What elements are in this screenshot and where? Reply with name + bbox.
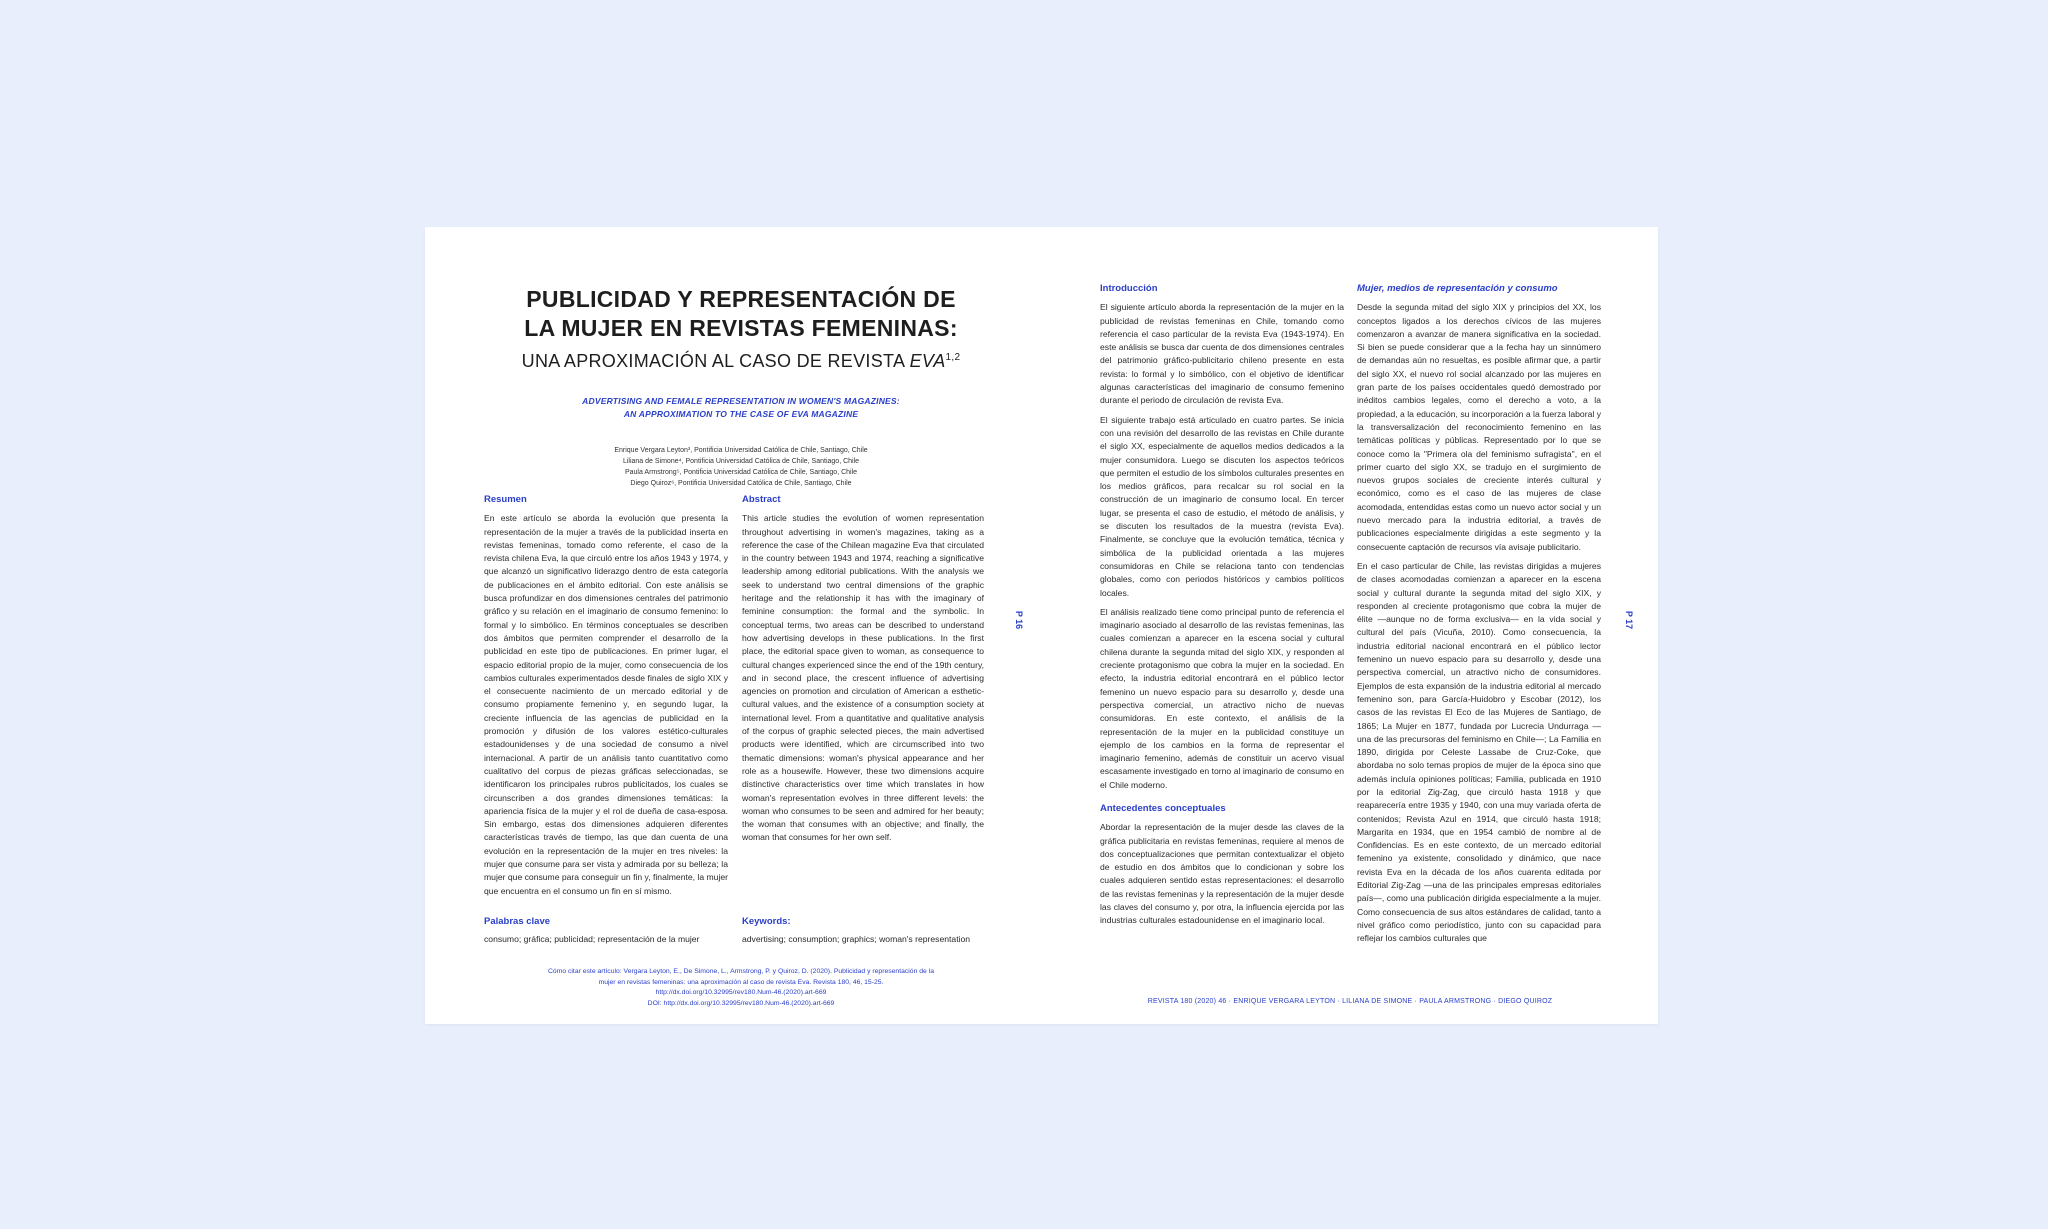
citation-line-1: Cómo citar este artículo: Vergara Leyton, E., De Simone, L., Armstrong, P. y Quiroz, D. (2020). Publicidad y representación de la bbox=[548, 968, 934, 975]
keywords bbox=[742, 915, 984, 946]
intro-paragraph-1: El siguiente artículo aborda la representación de la mujer en la publicidad de revistas femeninas en Chile, tomando como referencia el caso particular de la revista Eva (1943-1974). En este análisis se busca dar cuenta de dos dimensiones centrales del patrimonio gráfico-publicitario chileno presente en esta revista: lo formal y lo simbólico, con el objetivo de identificar algunas características del imaginario de consumo femenino durante el periodo de circulación de revista Eva. bbox=[1100, 302, 1344, 406]
mujer-paragraph-2: En el caso particular de Chile, las revistas dirigidas a mujeres de clases acomodadas comienzan a aparecer en la escena social y cultural durante la segunda mitad del siglo XIX, y responden al creciente protagonismo que cobra la mujer de élite —aunque no de forma exclusiva— en la vida social y cultural del país (Vicuña, 2010). Como consecuencia, la industria editorial nacional encontrará en el público lector femenino un nuevo espacio para su desarrollo y, desde una perspectiva comercial, un atractivo nicho de consumidores. Ejemplos de esta expansión de la industria editorial al mercado femenino son, para García-Huidobro y Escobar (2012), los casos de las revistas El Eco de las Mujeres de Santiago, de 1865; La Mujer en 1877, fundada por Lucrecia Undurraga —una de las precursoras del feminismo en Chile—; La Familia en 1890, dirigida por Celeste Lassabe de Cruz-Coke, que abordaba no solo temas propios de mujer de la época sino que además incluía opiniones políticas; Familia, publicada en 1910 por la editorial Zig-Zag, que circuló hasta 1918 y que reaparecería entre 1935 y 1940, con una muy variada oferta de contenidos; Revista Azul en 1914, que circuló hasta 1918; Margarita en 1934, que en 1954 cambió de nombre al de Confidencias. Es en este contexto, de un mercado editorial femenino ya existente, consolidado y dinámico, que nace revista Eva en la década de los años cuarenta editada por Editorial Zig-Zag —una de las principales empresas editoriales país—, como una publicación dirigida especialmente a la mujer. Como consecuencia de sus altos estándares de calidad, tanto a nivel gráfico como periodístico, junto con su capacidad para reflejar los cambios culturales que bbox=[1357, 560, 1601, 944]
abstract-text: This article studies the evolution of women representation throughout advertising in women's magazines, taking as a reference the case of the Chilean magazine Eva that circulated in the country between 1943 and 1974, reaching a significative leadership among editorial publications. With the analysis we seek to understand two central dimensions of the graphic heritage and the relationship it has with the imaginary of feminine consumption: the formal and the symbolic. In conceptual terms, two areas can be described to understand how advertising develops in these publications. In the first place, the editorial space given to woman, as consequence to cultural changes experienced since the end of the 19th century, and in second place, the crescent influence of advertising agencies on promotion and circulation of American a esthetic-cultural values, and the existence of a consumption society at international level. From a quantitative and qualitative analysis of the corpus of graphic selected pieces, the main advertised products were identified, which are circumscribed into two thematic dimensions: woman's physical appearance and her role as a housewife. However, these two dimensions acquire distinctive characteristics over time which translates in how woman's representation evolves in three different levels: the woman who consumes to be seen and admired for her beauty; the woman that consumes with an objective; and finally, the woman that consumes for her own self. bbox=[742, 513, 984, 843]
left-page bbox=[425, 227, 1041, 1024]
resumen-column bbox=[484, 493, 728, 904]
abstract-column bbox=[742, 493, 984, 851]
running-footer: REVISTA 180 (2020) 46 · ENRIQUE VERGARA LEYTON · LILIANA DE SIMONE · PAULA ARMSTRONG · DIEGO QUIROZ bbox=[1147, 998, 1553, 1005]
article-title-block bbox=[481, 285, 1001, 489]
abstract-heading: Abstract bbox=[742, 494, 781, 505]
english-title-line-1: ADVERTISING AND FEMALE REPRESENTATION IN WOMEN'S MAGAZINES: bbox=[582, 396, 900, 406]
citation bbox=[481, 967, 1001, 1009]
right-column-2 bbox=[1357, 282, 1601, 952]
palabras-clave bbox=[484, 915, 728, 946]
title-line-2: LA MUJER EN REVISTAS FEMENINAS: bbox=[524, 315, 958, 341]
palabras-text: consumo; gráfica; publicidad; representación de la mujer bbox=[484, 934, 700, 944]
magazine-spread bbox=[425, 227, 1658, 1024]
resumen-text: En este artículo se aborda la evolución que presenta la representación de la mujer a través de la publicidad inserta en revistas femeninas, tomado como referente, el caso de la revista chilena Eva, la que circuló entre los años 1943 y 1974, y que alcanzó un significativo liderazgo dentro de esta categoría de publicaciones en el ámbito editorial. Con este análisis se busca profundizar en dos dimensiones centrales del patrimonio gráfico y su relación en el imaginario de consumo femenino: lo formal y lo simbólico. En términos conceptuales se describen dos ámbitos que permiten comprender el desarrollo de la publicidad en este tipo de publicaciones. En primer lugar, el espacio editorial propio de la mujer, como consecuencia de los cambios culturales experimentados desde finales de siglo XIX y el consecuente nacimiento de un mercado editorial y de consumo propiamente femenino y, en segundo lugar, la creciente influencia de las agencias de publicidad en la promoción y difusión de los valores estético-culturales estadounidenses y de una sociedad de consumo a nivel internacional. A partir de un análisis tanto cuantitativo como cualitativo del corpus de piezas gráficas seleccionadas, se identificaron los principales rubros publicitados, los cuales se circunscriben a dos grandes dimensiones temáticas: la apariencia física de la mujer y el rol de dueña de casa-esposa. Sin embargo, estas dos dimensiones adquieren diferentes características través de tiempo, las que dan cuenta de una evolución en la representación de la mujer en tres niveles: la mujer que consume para ser vista y admirada por su belleza; la mujer que consume para conseguir un fin y, finalmente, la mujer que encuentra en el consumo un fin en sí mismo. bbox=[484, 513, 728, 896]
palabras-heading: Palabras clave bbox=[484, 916, 551, 927]
english-title bbox=[481, 395, 1001, 421]
antecedentes-paragraph: Abordar la representación de la mujer desde las claves de la gráfica publicitaria en revistas femeninas, requiere al menos de dos conceptualizaciones que permitan contextualizar el objeto de estudio en dos ámbitos que lo condicionan y sobre los cuales adquieren sentido estas representaciones: el desarrollo de las revistas femeninas y la representación de la mujer desde las claves del consumo y, por otra, la influencia ejercida por las industrias culturales estadounidense en el imaginario local. bbox=[1100, 822, 1344, 926]
resumen-heading: Resumen bbox=[484, 494, 527, 505]
english-title-line-2: AN APPROXIMATION TO THE CASE OF EVA MAGAZINE bbox=[623, 409, 859, 419]
intro-paragraph-3: El análisis realizado tiene como principal punto de referencia el imaginario asociado al desarrollo de las revistas femeninas, las cuales comienzan a aparecer en la escena social y cultural chilena durante la segunda mitad del siglo XIX, y responden al creciente protagonismo que cobra la mujer en la sociedad. En efecto, la industria editorial encontrará en el público lector femenino un nuevo espacio para su desarrollo y, desde una perspectiva comercial, un atractivo nicho de nuevas consumidoras. En este contexto, el análisis de la representación de la mujer en la publicidad constituye un ejemplo de los cambios en la forma de representar el imaginario femenino, además de constituir un acervo visual escasamente investigado en torno al imaginario de consumo en el Chile moderno. bbox=[1100, 606, 1344, 790]
keywords-text: advertising; consumption; graphics; woman's representation bbox=[742, 934, 971, 944]
intro-heading: Introducción bbox=[1100, 283, 1158, 294]
intro-paragraph-2: El siguiente trabajo está articulado en cuatro partes. Se inicia con una revisión del desarrollo de las revistas en Chile durante el siglo XX, especialmente de aquellos medios dedicados a la mujer consumidora. Luego se discuten los aspectos teóricos que permiten el estudio de los símbolos culturales presentes en los medios gráficos, para recalcar su rol social en la construcción de un imaginario de consumo local. En tercer lugar, se presenta el caso de estudio, el método de análisis, y se discuten los resultados de la muestra (revista Eva). Finalmente, se concluye que la evolución temática, técnica y simbólica de la publicidad orientada a las mujeres consumidoras en Chile se relaciona tanto con tendencias globales, como con periodos históricos y cambios políticos locales. bbox=[1100, 414, 1344, 598]
citation-doi[interactable]: DOI: http://dx.doi.org/10.32995/rev180.Num-46.(2020).art-669 bbox=[647, 999, 835, 1007]
author-2: Liliana de Simone⁴, Pontificia Universidad Católica de Chile, Santiago, Chile bbox=[622, 458, 860, 465]
author-1: Enrique Vergara Leyton³, Pontificia Universidad Católica de Chile, Santiago, Chile bbox=[614, 447, 868, 454]
mujer-heading: Mujer, medios de representación y consumo bbox=[1357, 283, 1558, 294]
author-4: Diego Quiroz⁶, Pontificia Universidad Católica de Chile, Santiago, Chile bbox=[630, 480, 852, 487]
subtitle: UNA APROXIMACIÓN AL CASO DE REVISTA EVA$^{1,2}$ bbox=[521, 351, 961, 371]
page-number-left: P 16 bbox=[1014, 610, 1025, 630]
citation-line-2: mujer en revistas femeninas: una aproximación al caso de revista Eva. Revista 180, 46, 15-25. bbox=[598, 978, 884, 986]
title-line-1: PUBLICIDAD Y REPRESENTACIÓN DE bbox=[526, 286, 956, 312]
citation-line-3[interactable]: http://dx.doi.org/10.32995/rev180.Num-46.(2020).art-669 bbox=[655, 989, 827, 996]
author-list bbox=[481, 445, 1001, 489]
antecedentes-heading: Antecedentes conceptuales bbox=[1100, 802, 1226, 814]
page-number-right: P 17 bbox=[1624, 610, 1635, 630]
keywords-heading: Keywords: bbox=[742, 916, 791, 927]
mujer-paragraph-1: Desde la segunda mitad del siglo XIX y principios del XX, los conceptos ligados a los derechos cívicos de las mujeres comenzaron a avanzar de manera significativa en la sociedad. Si bien se puede considerar que a la fecha hay un sinnúmero de demandas aún no resueltas, es posible afirmar que, a partir del siglo XX, el nuevo rol social alcanzado por las mujeres en gran parte de los países occidentales quedó demostrado por inéditos cambios legales, como el derecho a voto, a la propiedad, a la educación, su incorporación a la fuerza laboral y la transversalización del reconocimiento femenino en las temáticas políticas y públicas. Representado por lo que se conoce como la "Primera ola del feminismo sufragista", en el primer cuarto del siglo XX, se tradujo en el surgimiento de nuevos grupos sociales de creciente interés cultural y económico, como es el caso de las mujeres de clase acomodada, entendidas estas como un nuevo actor social y un nuevo mercado para la industria editorial, a través de publicaciones especialmente dirigidas a este segmento y la consecuente captación de recursos vía avisaje publicitario. bbox=[1357, 302, 1601, 552]
author-3: Paula Armstrong⁵, Pontificia Universidad Católica de Chile, Santiago, Chile bbox=[624, 469, 858, 476]
right-column-1 bbox=[1100, 282, 1344, 934]
